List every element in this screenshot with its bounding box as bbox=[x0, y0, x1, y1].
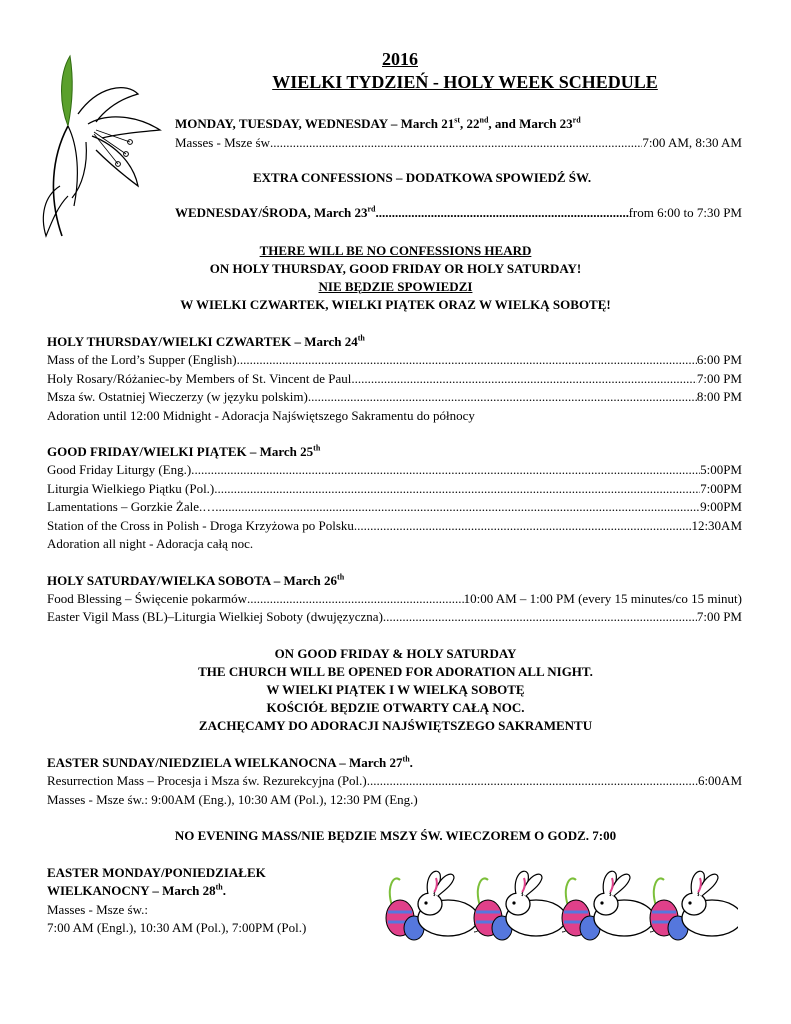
schedule-row: Resurrection Mass – Procesja i Msza św. Rezurekcyjna (Pol.) ..... 6:00AM bbox=[47, 773, 742, 789]
monday-masses-label: Masses - Msze św.: bbox=[47, 902, 148, 917]
schedule-row: Easter Vigil Mass (BL)–Liturgia Wielkiej Soboty (dwujęzyczna) ..... 7:00 PM bbox=[47, 609, 742, 625]
monday-heading-line1: EASTER MONDAY/PONIEDZIAŁEK bbox=[47, 865, 266, 880]
thursday-heading: HOLY THURSDAY/WIELKI CZWARTEK – March 24th bbox=[47, 333, 365, 349]
lily-flower-illustration bbox=[38, 46, 168, 241]
thursday-adoration: Adoration until 12:00 Midnight - Adoracja Najświętszego Sakramentu do północy bbox=[47, 408, 475, 423]
schedule-row: Food Blessing – Święcenie pokarmów ..... 10:00 AM – 1:00 PM (every 15 minutes/co 15 minut) bbox=[47, 591, 742, 607]
friday-adoration: Adoration all night - Adoracja całą noc. bbox=[47, 536, 254, 551]
monday-masses: 7:00 AM (Engl.), 10:30 AM (Pol.), 7:00PM (Pol.) bbox=[47, 920, 307, 935]
adoration-notice-line: KOŚCIÓŁ BĘDZIE OTWARTY CAŁĄ NOC. bbox=[266, 700, 525, 715]
extra-confessions-heading: EXTRA CONFESSIONS – DODATKOWA SPOWIEDŹ ŚW. bbox=[253, 170, 592, 185]
sunday-masses: Masses - Msze św.: 9:00AM (Eng.), 10:30 AM (Pol.), 12:30 PM (Eng.) bbox=[47, 792, 418, 807]
page-title: WIELKI TYDZIEŃ - HOLY WEEK SCHEDULE bbox=[272, 72, 658, 92]
easter-bunnies-illustration bbox=[378, 866, 738, 946]
weekday-masses-row: Masses - Msze św ..... 7:00 AM, 8:30 AM bbox=[175, 135, 742, 151]
schedule-row: Liturgia Wielkiego Piątku (Pol.). ..... 7:00PM bbox=[47, 481, 742, 497]
no-confessions-days-pl: W WIELKI CZWARTEK, WIELKI PIĄTEK ORAZ W WIELKĄ SOBOTĘ! bbox=[180, 297, 611, 312]
saturday-heading: HOLY SATURDAY/WIELKA SOBOTA – March 26th bbox=[47, 572, 345, 588]
adoration-notice-line: ON GOOD FRIDAY & HOLY SATURDAY bbox=[274, 646, 517, 661]
adoration-notice-line: ZACHĘCAMY DO ADORACJI NAJŚWIĘTSZEGO SAKRAMENTU bbox=[198, 718, 593, 733]
adoration-notice-line: THE CHURCH WILL BE OPENED FOR ADORATION ALL NIGHT. bbox=[198, 664, 593, 679]
bunny-with-egg-icon bbox=[386, 871, 479, 940]
no-confessions-days-en: ON HOLY THURSDAY, GOOD FRIDAY OR HOLY SATURDAY! bbox=[209, 261, 582, 276]
schedule-row: Holy Rosary/Różaniec-by Members of St. Vincent de Paul ..... 7:00 PM bbox=[47, 371, 742, 387]
sunday-heading: EASTER SUNDAY/NIEDZIELA WIELKANOCNA – March 27th. bbox=[47, 754, 413, 770]
schedule-row: Station of the Cross in Polish - Droga Krzyżowa po Polsku ..... 12:30AM bbox=[47, 518, 742, 534]
no-confessions-notice-pl: NIE BĘDZIE SPOWIEDZI bbox=[318, 279, 473, 294]
monday-heading-line2: WIELKANOCNY – March 28th. bbox=[47, 882, 227, 898]
no-confessions-notice-en: THERE WILL BE NO CONFESSIONS HEARD bbox=[259, 243, 532, 258]
friday-heading: GOOD FRIDAY/WIELKI PIĄTEK – March 25th bbox=[47, 443, 321, 459]
schedule-row: Mass of the Lord’s Supper (English) ..... 6:00 PM bbox=[47, 352, 742, 368]
no-evening-mass-notice: NO EVENING MASS/NIE BĘDZIE MSZY ŚW. WIECZOREM O GODZ. 7:00 bbox=[174, 828, 617, 843]
schedule-row: Msza św. Ostatniej Wieczerzy (w języku polskim) ..... 8:00 PM bbox=[47, 389, 742, 405]
schedule-row: Lamentations – Gorzkie Żale.… ..... 9:00PM bbox=[47, 499, 742, 515]
wednesday-confessions-row: WEDNESDAY/ŚRODA, March 23rd ..... from 6:00 to 7:30 PM bbox=[175, 205, 742, 221]
weekdays-heading: MONDAY, TUESDAY, WEDNESDAY – March 21st, 22nd, and March 23rd bbox=[175, 115, 581, 131]
adoration-notice-line: W WIELKI PIĄTEK I W WIELKĄ SOBOTĘ bbox=[266, 682, 525, 697]
schedule-row: Good Friday Liturgy (Eng.). ..... 5:00PM bbox=[47, 462, 742, 478]
schedule-year: 2016 bbox=[382, 49, 418, 69]
